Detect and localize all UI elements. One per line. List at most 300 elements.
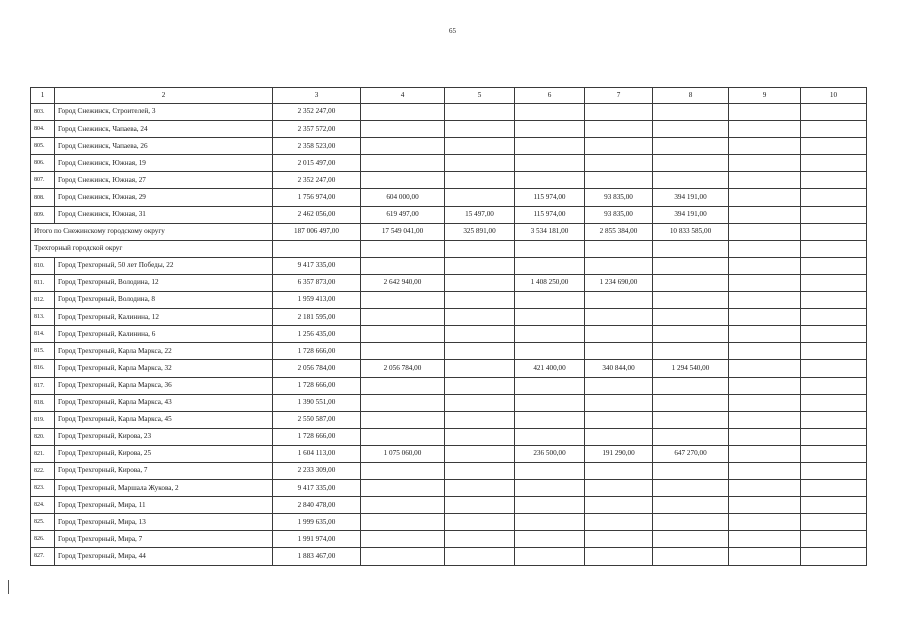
value-cell-col-9: [729, 155, 801, 172]
value-cell-col-10: [801, 411, 867, 428]
value-cell-col-6: [515, 309, 585, 326]
value-cell-col-3: 2 056 784,00: [273, 360, 361, 377]
value-cell-col-3: 1 604 113,00: [273, 445, 361, 462]
value-cell-col-3: 6 357 873,00: [273, 274, 361, 291]
value-cell-col-9: [729, 189, 801, 206]
total-row: [31, 223, 867, 240]
value-cell-col-10: [801, 428, 867, 445]
value-cell-col-10: [801, 309, 867, 326]
value-cell-col-5: [445, 360, 515, 377]
value-cell-col-3: 1 728 666,00: [273, 377, 361, 394]
row-number: 813.: [31, 309, 55, 326]
section-row: [31, 240, 867, 257]
value-cell-col-7: [585, 531, 653, 548]
value-cell-col-8: [653, 343, 729, 360]
value-cell-col-8: [653, 514, 729, 531]
value-cell-col-3: 1 256 435,00: [273, 326, 361, 343]
value-cell-col-6: [515, 257, 585, 274]
value-cell-col-5: [445, 343, 515, 360]
value-cell-col-10: [801, 480, 867, 497]
value-cell-col-7: 93 835,00: [585, 206, 653, 223]
total-value-col-5: 325 891,00: [445, 223, 515, 240]
value-cell-col-10: [801, 274, 867, 291]
address-cell: Город Трехгорный, Мира, 11: [55, 497, 273, 514]
value-cell-col-6: [515, 411, 585, 428]
value-cell-col-10: [801, 155, 867, 172]
value-cell-col-8: [653, 428, 729, 445]
address-cell: Город Трехгорный, Кирова, 7: [55, 462, 273, 479]
address-cell: Город Трехгорный, Володина, 12: [55, 274, 273, 291]
value-cell-col-4: [361, 104, 445, 121]
table-row: [31, 257, 867, 274]
total-label: Итого по Снежинскому городскому округу: [31, 223, 273, 240]
row-number: 820.: [31, 428, 55, 445]
value-cell-col-3: 2 352 247,00: [273, 172, 361, 189]
value-cell-col-3: 1 999 635,00: [273, 514, 361, 531]
table-row: [31, 394, 867, 411]
value-cell-col-3: 2 233 309,00: [273, 462, 361, 479]
page-number: 65: [449, 27, 456, 35]
table-row: [31, 309, 867, 326]
value-cell-col-5: [445, 104, 515, 121]
value-cell-col-4: [361, 172, 445, 189]
value-cell-col-10: [801, 104, 867, 121]
value-cell-col-10: [801, 445, 867, 462]
value-cell-col-3: 2 462 056,00: [273, 206, 361, 223]
value-cell-col-6: [515, 121, 585, 138]
value-cell-col-7: [585, 480, 653, 497]
value-cell-col-6: [515, 292, 585, 309]
value-cell-col-4: [361, 411, 445, 428]
column-header-6: 6: [515, 88, 585, 104]
value-cell-col-10: [801, 257, 867, 274]
value-cell-col-5: [445, 138, 515, 155]
column-header-1: 1: [31, 88, 55, 104]
value-cell-col-10: [801, 514, 867, 531]
value-cell-col-5: [445, 172, 515, 189]
row-number: 818.: [31, 394, 55, 411]
value-cell-col-9: [729, 257, 801, 274]
table-row: [31, 138, 867, 155]
value-cell-col-8: [653, 497, 729, 514]
value-cell-col-6: [515, 462, 585, 479]
table-row: [31, 377, 867, 394]
value-cell-col-10: [801, 531, 867, 548]
row-number: 811.: [31, 274, 55, 291]
value-cell-col-7: [585, 138, 653, 155]
value-cell-col-10: [801, 462, 867, 479]
value-cell-col-9: [729, 428, 801, 445]
section-title: Трехгорный городской округ: [31, 240, 273, 257]
value-cell-col-7: 340 844,00: [585, 360, 653, 377]
value-cell-col-10: [801, 497, 867, 514]
value-cell-col-4: [361, 394, 445, 411]
value-cell-col-3: 2 358 523,00: [273, 138, 361, 155]
value-cell-col-5: [445, 445, 515, 462]
value-cell-col-9: [729, 377, 801, 394]
value-cell-col-8: [653, 257, 729, 274]
row-number: 816.: [31, 360, 55, 377]
value-cell-col-6: 1 408 250,00: [515, 274, 585, 291]
table-row: [31, 104, 867, 121]
value-cell-col-8: 647 270,00: [653, 445, 729, 462]
value-cell-col-4: [361, 257, 445, 274]
value-cell-col-5: [445, 189, 515, 206]
section-empty-cell: [361, 240, 445, 257]
value-cell-col-5: [445, 394, 515, 411]
address-cell: Город Снежинск, Чапаева, 26: [55, 138, 273, 155]
value-cell-col-8: 394 191,00: [653, 189, 729, 206]
value-cell-col-6: [515, 548, 585, 565]
value-cell-col-9: [729, 514, 801, 531]
address-cell: Город Трехгорный, Мира, 7: [55, 531, 273, 548]
value-cell-col-3: 2 181 595,00: [273, 309, 361, 326]
row-number: 819.: [31, 411, 55, 428]
value-cell-col-10: [801, 360, 867, 377]
table-row: [31, 292, 867, 309]
value-cell-col-5: [445, 155, 515, 172]
address-cell: Город Снежинск, Южная, 19: [55, 155, 273, 172]
value-cell-col-6: [515, 497, 585, 514]
value-cell-col-6: [515, 531, 585, 548]
row-number: 822.: [31, 462, 55, 479]
value-cell-col-7: [585, 377, 653, 394]
value-cell-col-6: [515, 104, 585, 121]
value-cell-col-5: [445, 548, 515, 565]
value-cell-col-3: 2 550 587,00: [273, 411, 361, 428]
value-cell-col-8: [653, 462, 729, 479]
value-cell-col-9: [729, 343, 801, 360]
table-row: [31, 326, 867, 343]
value-cell-col-9: [729, 326, 801, 343]
value-cell-col-7: [585, 121, 653, 138]
total-value-col-8: 10 833 585,00: [653, 223, 729, 240]
value-cell-col-6: [515, 394, 585, 411]
value-cell-col-5: [445, 411, 515, 428]
column-header-4: 4: [361, 88, 445, 104]
value-cell-col-4: [361, 548, 445, 565]
value-cell-col-10: [801, 343, 867, 360]
value-cell-col-4: [361, 326, 445, 343]
value-cell-col-8: [653, 377, 729, 394]
value-cell-col-6: [515, 428, 585, 445]
table-row: [31, 531, 867, 548]
address-cell: Город Снежинск, Южная, 31: [55, 206, 273, 223]
total-value-col-7: 2 855 384,00: [585, 223, 653, 240]
value-cell-col-9: [729, 480, 801, 497]
value-cell-col-5: [445, 514, 515, 531]
budget-table: [30, 87, 867, 566]
value-cell-col-5: [445, 531, 515, 548]
value-cell-col-3: 1 756 974,00: [273, 189, 361, 206]
value-cell-col-8: [653, 104, 729, 121]
table-row: [31, 514, 867, 531]
value-cell-col-7: [585, 497, 653, 514]
value-cell-col-9: [729, 548, 801, 565]
value-cell-col-7: [585, 309, 653, 326]
table-body: [31, 88, 867, 566]
total-value-col-4: 17 549 041,00: [361, 223, 445, 240]
address-cell: Город Снежинск, Южная, 29: [55, 189, 273, 206]
value-cell-col-4: [361, 377, 445, 394]
value-cell-col-3: 2 352 247,00: [273, 104, 361, 121]
row-number: 826.: [31, 531, 55, 548]
value-cell-col-7: [585, 462, 653, 479]
value-cell-col-9: [729, 292, 801, 309]
value-cell-col-5: [445, 462, 515, 479]
table-row: [31, 480, 867, 497]
section-empty-cell: [729, 240, 801, 257]
value-cell-col-7: [585, 548, 653, 565]
row-number: 805.: [31, 138, 55, 155]
total-value-col-10: [801, 223, 867, 240]
value-cell-col-6: 236 500,00: [515, 445, 585, 462]
value-cell-col-9: [729, 497, 801, 514]
table-row: [31, 189, 867, 206]
value-cell-col-9: [729, 445, 801, 462]
section-empty-cell: [445, 240, 515, 257]
address-cell: Город Трехгорный, Карла Маркса, 32: [55, 360, 273, 377]
value-cell-col-8: [653, 411, 729, 428]
value-cell-col-3: 2 840 478,00: [273, 497, 361, 514]
value-cell-col-5: [445, 121, 515, 138]
value-cell-col-9: [729, 531, 801, 548]
value-cell-col-5: [445, 257, 515, 274]
table-row: [31, 155, 867, 172]
column-header-9: 9: [729, 88, 801, 104]
table-row: [31, 462, 867, 479]
value-cell-col-4: [361, 121, 445, 138]
value-cell-col-7: [585, 292, 653, 309]
value-cell-col-6: [515, 138, 585, 155]
row-number: 824.: [31, 497, 55, 514]
value-cell-col-9: [729, 138, 801, 155]
value-cell-col-4: 1 075 060,00: [361, 445, 445, 462]
value-cell-col-10: [801, 172, 867, 189]
table-row: [31, 445, 867, 462]
value-cell-col-6: [515, 172, 585, 189]
column-header-8: 8: [653, 88, 729, 104]
value-cell-col-10: [801, 377, 867, 394]
value-cell-col-9: [729, 462, 801, 479]
value-cell-col-7: [585, 155, 653, 172]
value-cell-col-9: [729, 360, 801, 377]
total-value-col-9: [729, 223, 801, 240]
value-cell-col-8: [653, 274, 729, 291]
value-cell-col-10: [801, 548, 867, 565]
value-cell-col-4: 604 000,00: [361, 189, 445, 206]
value-cell-col-6: 421 400,00: [515, 360, 585, 377]
address-cell: Город Трехгорный, Маршала Жукова, 2: [55, 480, 273, 497]
address-cell: Город Трехгорный, Мира, 44: [55, 548, 273, 565]
address-cell: Город Трехгорный, Володина, 8: [55, 292, 273, 309]
value-cell-col-6: [515, 326, 585, 343]
value-cell-col-5: [445, 274, 515, 291]
row-number: 827.: [31, 548, 55, 565]
value-cell-col-8: [653, 172, 729, 189]
column-header-7: 7: [585, 88, 653, 104]
value-cell-col-6: [515, 377, 585, 394]
row-number: 804.: [31, 121, 55, 138]
value-cell-col-4: [361, 428, 445, 445]
column-header-2: 2: [55, 88, 273, 104]
value-cell-col-10: [801, 206, 867, 223]
table-row: [31, 497, 867, 514]
value-cell-col-4: [361, 155, 445, 172]
value-cell-col-10: [801, 138, 867, 155]
row-number: 815.: [31, 343, 55, 360]
value-cell-col-7: [585, 514, 653, 531]
table-header-row: [31, 88, 867, 104]
value-cell-col-8: [653, 548, 729, 565]
value-cell-col-5: [445, 309, 515, 326]
table-row: [31, 206, 867, 223]
value-cell-col-3: 2 015 497,00: [273, 155, 361, 172]
value-cell-col-7: [585, 411, 653, 428]
value-cell-col-9: [729, 411, 801, 428]
value-cell-col-8: [653, 326, 729, 343]
column-header-5: 5: [445, 88, 515, 104]
value-cell-col-8: [653, 155, 729, 172]
value-cell-col-4: 2 642 940,00: [361, 274, 445, 291]
value-cell-col-10: [801, 292, 867, 309]
value-cell-col-7: 191 290,00: [585, 445, 653, 462]
margin-mark: [8, 580, 9, 594]
section-empty-cell: [515, 240, 585, 257]
value-cell-col-8: [653, 394, 729, 411]
address-cell: Город Трехгорный, Карла Маркса, 45: [55, 411, 273, 428]
row-number: 806.: [31, 155, 55, 172]
value-cell-col-6: 115 974,00: [515, 189, 585, 206]
value-cell-col-4: [361, 462, 445, 479]
value-cell-col-10: [801, 326, 867, 343]
address-cell: Город Трехгорный, Кирова, 23: [55, 428, 273, 445]
value-cell-col-7: 93 835,00: [585, 189, 653, 206]
value-cell-col-5: [445, 326, 515, 343]
column-header-10: 10: [801, 88, 867, 104]
column-header-3: 3: [273, 88, 361, 104]
section-empty-cell: [273, 240, 361, 257]
address-cell: Город Снежинск, Строителей, 3: [55, 104, 273, 121]
value-cell-col-9: [729, 309, 801, 326]
row-number: 823.: [31, 480, 55, 497]
value-cell-col-5: [445, 292, 515, 309]
value-cell-col-10: [801, 121, 867, 138]
value-cell-col-7: 1 234 690,00: [585, 274, 653, 291]
table-row: [31, 343, 867, 360]
table-row: [31, 548, 867, 565]
value-cell-col-8: [653, 138, 729, 155]
value-cell-col-3: 1 991 974,00: [273, 531, 361, 548]
row-number: 807.: [31, 172, 55, 189]
value-cell-col-10: [801, 189, 867, 206]
address-cell: Город Трехгорный, 50 лет Победы, 22: [55, 257, 273, 274]
value-cell-col-4: [361, 514, 445, 531]
address-cell: Город Трехгорный, Карла Маркса, 43: [55, 394, 273, 411]
value-cell-col-8: [653, 309, 729, 326]
value-cell-col-5: [445, 428, 515, 445]
value-cell-col-6: [515, 480, 585, 497]
row-number: 809.: [31, 206, 55, 223]
value-cell-col-7: [585, 428, 653, 445]
value-cell-col-4: [361, 343, 445, 360]
value-cell-col-3: 1 390 551,00: [273, 394, 361, 411]
address-cell: Город Трехгорный, Калинина, 6: [55, 326, 273, 343]
value-cell-col-7: [585, 326, 653, 343]
address-cell: Город Трехгорный, Мира, 13: [55, 514, 273, 531]
value-cell-col-8: [653, 292, 729, 309]
value-cell-col-9: [729, 394, 801, 411]
table-row: [31, 428, 867, 445]
row-number: 803.: [31, 104, 55, 121]
total-value-col-6: 3 534 181,00: [515, 223, 585, 240]
value-cell-col-9: [729, 104, 801, 121]
address-cell: Город Трехгорный, Калинина, 12: [55, 309, 273, 326]
value-cell-col-3: 1 883 467,00: [273, 548, 361, 565]
row-number: 814.: [31, 326, 55, 343]
value-cell-col-8: 394 191,00: [653, 206, 729, 223]
value-cell-col-6: [515, 343, 585, 360]
value-cell-col-4: [361, 497, 445, 514]
value-cell-col-5: [445, 377, 515, 394]
value-cell-col-7: [585, 104, 653, 121]
value-cell-col-3: 9 417 335,00: [273, 257, 361, 274]
value-cell-col-7: [585, 172, 653, 189]
value-cell-col-9: [729, 206, 801, 223]
table-row: [31, 274, 867, 291]
table-row: [31, 172, 867, 189]
row-number: 825.: [31, 514, 55, 531]
address-cell: Город Трехгорный, Карла Маркса, 22: [55, 343, 273, 360]
value-cell-col-10: [801, 394, 867, 411]
address-cell: Город Трехгорный, Кирова, 25: [55, 445, 273, 462]
value-cell-col-7: [585, 343, 653, 360]
row-number: 812.: [31, 292, 55, 309]
value-cell-col-6: [515, 155, 585, 172]
value-cell-col-7: [585, 394, 653, 411]
value-cell-col-6: 115 974,00: [515, 206, 585, 223]
value-cell-col-6: [515, 514, 585, 531]
value-cell-col-3: 1 959 413,00: [273, 292, 361, 309]
address-cell: Город Снежинск, Южная, 27: [55, 172, 273, 189]
value-cell-col-5: [445, 497, 515, 514]
value-cell-col-4: 2 056 784,00: [361, 360, 445, 377]
value-cell-col-9: [729, 121, 801, 138]
row-number: 817.: [31, 377, 55, 394]
section-empty-cell: [653, 240, 729, 257]
address-cell: Город Трехгорный, Карла Маркса, 36: [55, 377, 273, 394]
row-number: 808.: [31, 189, 55, 206]
value-cell-col-8: [653, 121, 729, 138]
table-row: [31, 411, 867, 428]
value-cell-col-4: [361, 138, 445, 155]
value-cell-col-8: [653, 531, 729, 548]
value-cell-col-3: 1 728 666,00: [273, 428, 361, 445]
table-row: [31, 121, 867, 138]
value-cell-col-4: [361, 480, 445, 497]
value-cell-col-3: 2 357 572,00: [273, 121, 361, 138]
value-cell-col-3: 9 417 335,00: [273, 480, 361, 497]
address-cell: Город Снежинск, Чапаева, 24: [55, 121, 273, 138]
section-empty-cell: [585, 240, 653, 257]
value-cell-col-4: [361, 531, 445, 548]
value-cell-col-3: 1 728 666,00: [273, 343, 361, 360]
row-number: 821.: [31, 445, 55, 462]
total-value-col-3: 187 006 497,00: [273, 223, 361, 240]
value-cell-col-4: [361, 292, 445, 309]
value-cell-col-4: [361, 309, 445, 326]
value-cell-col-9: [729, 274, 801, 291]
